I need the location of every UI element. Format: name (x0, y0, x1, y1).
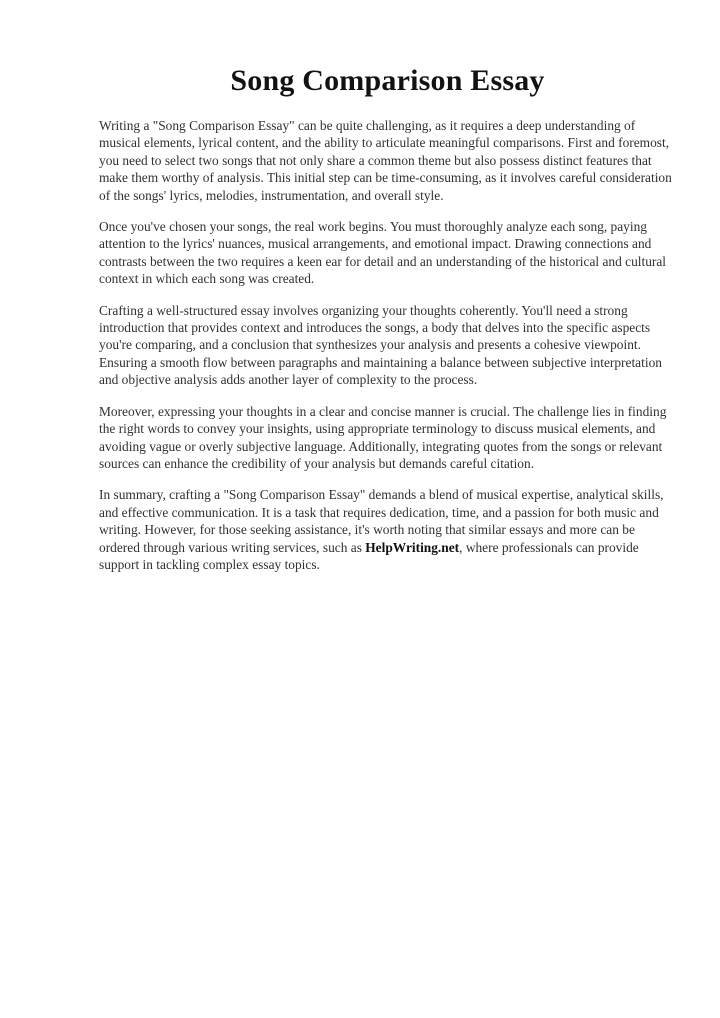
page-title: Song Comparison Essay (230, 64, 545, 97)
essay-paragraph-1: Writing a "Song Comparison Essay" can be quite challenging, as it requires a deep understanding of musical elements, lyrical content, and the ability to articulate meaningful comparisons. First and foremost, you need to select two songs that not only share a common theme but also possess distinct features that make them worthy of analysis. This initial step can be time-consuming, as it involves careful consideration of the songs' lyrics, melodies, instrumentation, and overall style. (99, 118, 672, 203)
closing-text-after: , where professionals can provide support in tackling complex essay topics. (99, 539, 639, 572)
essay-paragraph-3: Crafting a well-structured essay involves organizing your thoughts coherently. You'll need a strong introduction that provides context and introduces the songs, a body that delves into the specific aspects you're comparing, and a conclusion that synthesizes your analysis and presents a cohesive viewpoint. Ensuring a smooth flow between paragraphs and maintaining a balance between subjective interpretation and objective analysis adds another layer of complexity to the process. (99, 302, 662, 388)
essay-paragraph-2: Once you've chosen your songs, the real work begins. You must thoroughly analyze each song, paying attention to the lyrics' nuances, musical arrangements, and emotional impact. Drawing connections and contrasts between the two requires a keen ear for detail and an understanding of the historical and cultural context in which each song was created. (99, 219, 667, 287)
helpwriting-brand-text: HelpWriting.net (365, 539, 460, 555)
essay-paragraph-5 (99, 486, 676, 573)
essay-paragraph-4: Moreover, expressing your thoughts in a clear and concise manner is crucial. The challenge lies in finding the right words to convey your insights, using appropriate terminology to discuss musical elements, and avoiding vague or overly subjective language. Additionally, integrating quotes from the songs or relevant sources can enhance the credibility of your analysis but demands careful citation. (99, 403, 667, 471)
closing-text-before: In summary, crafting a "Song Comparison Essay" demands a blend of musical expertise, analytical skills, and effective communication. It is a task that requires dedication, time, and a passion for both music and writing. However, for those seeking assistance, it's worth noting that similar essays and more can be ordered through various writing services, such as (99, 487, 664, 555)
